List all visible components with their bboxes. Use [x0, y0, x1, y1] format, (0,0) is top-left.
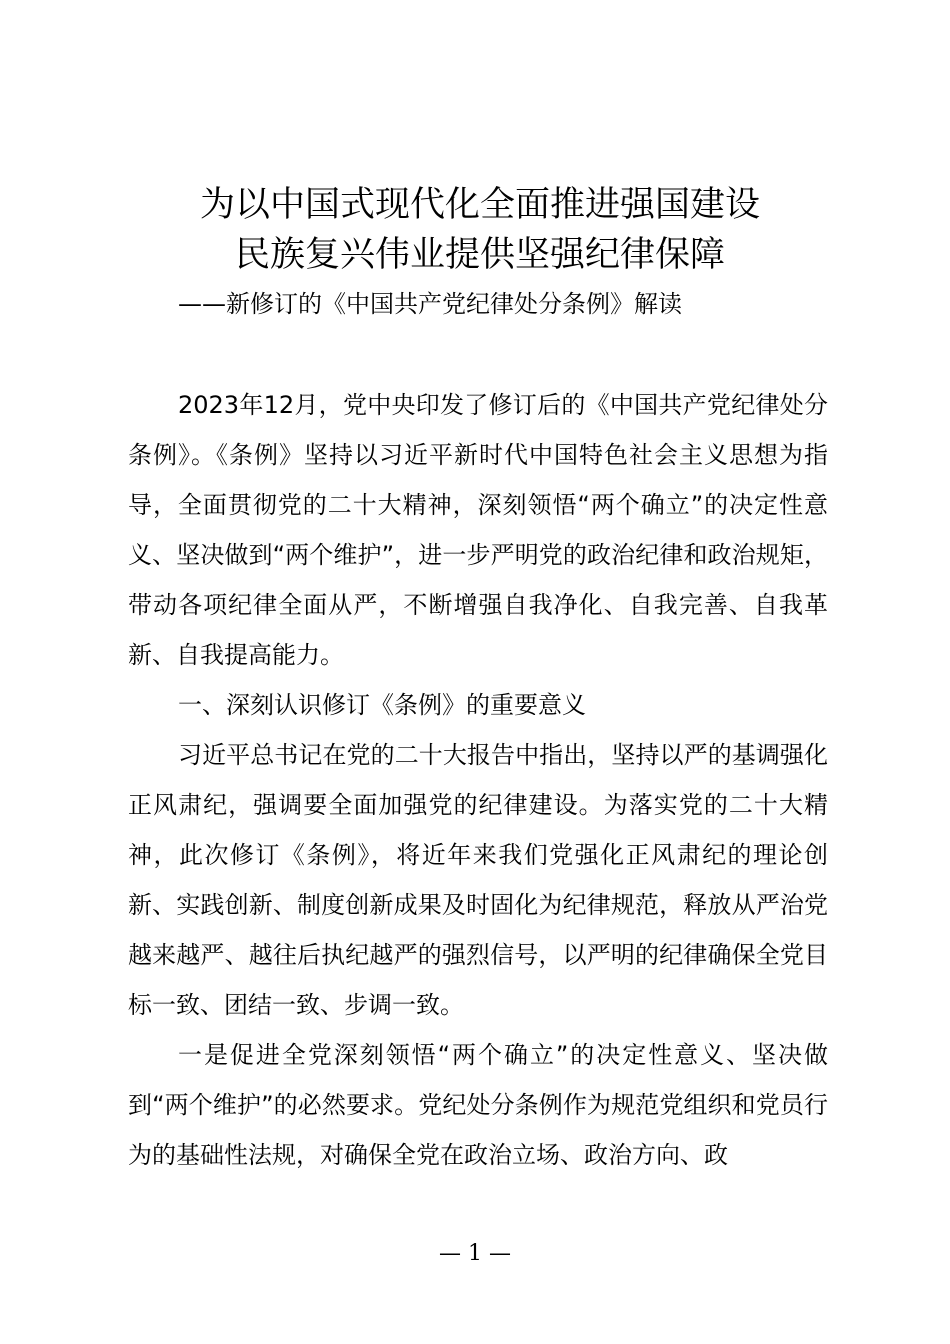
document-title-line-2: 民族复兴伟业提供坚强纪律保障 — [234, 235, 725, 275]
section-heading-1: 一、深刻认识修订《条例》的重要意义 — [178, 691, 586, 719]
page-number: — 1 — — [439, 1241, 511, 1266]
document-subtitle: ——新修订的《中国共产党纪律处分条例》解读 — [178, 290, 682, 318]
paragraph-point-one: 一是促进全党深刻领悟“两个确立”的决定性意义、坚决做到“两个维护”的必然要求。党纪处分条例作为规范党组织和党员行为的基础性法规，对确保全党在政治立场、政治方向、政 — [128, 1041, 828, 1169]
document-title-line-1: 为以中国式现代化全面推进强国建设 — [199, 185, 760, 225]
document-body — [128, 380, 828, 1180]
paragraph-intro: 2023年12月，党中央印发了修订后的《中国共产党纪律处分条例》。《条例》坚持以习近平新时代中国特色社会主义思想为指导，全面贯彻党的二十大精神，深刻领悟“两个确立”的决定性意义、坚决做到“两个维护”，进一步严明党的政治纪律和政治规矩，带动各项纪律全面从严，不断增强自我净化、自我完善、自我革新、自我提高能力。 — [128, 391, 828, 669]
paragraph-significance: 习近平总书记在党的二十大报告中指出，坚持以严的基调强化正风肃纪，强调要全面加强党的纪律建设。为落实党的二十大精神，此次修订《条例》，将近年来我们党强化正风肃纪的理论创新、实践创新、制度创新成果及时固化为纪律规范，释放从严治党越来越严、越往后执纪越严的强烈信号，以严明的纪律确保全党目标一致、团结一致、步调一致。 — [128, 741, 828, 1019]
